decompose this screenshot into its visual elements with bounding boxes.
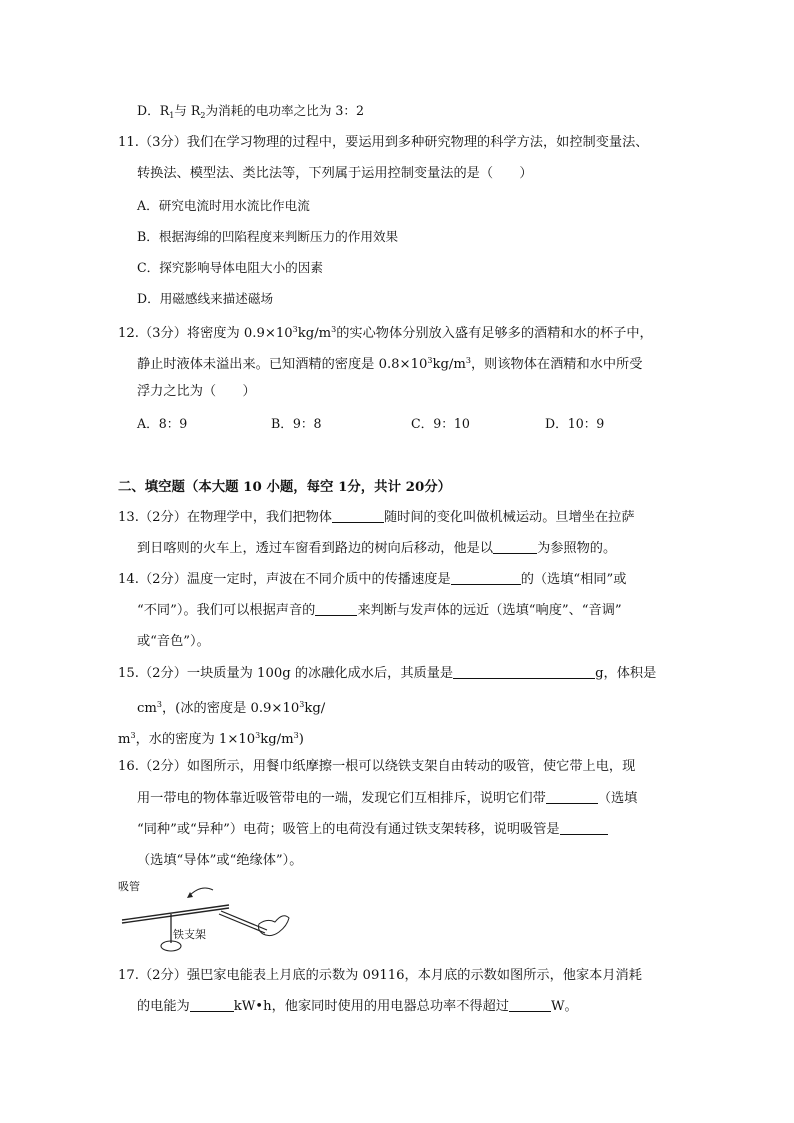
q16-stem-line1: 16.（2分）如图所示，用餐巾纸摩擦一根可以绕铁支架自由转动的吸管，使它带上电，现 [118,759,636,774]
q14-stem-line3: 或“音色”）。 [137,634,210,649]
q14-stem-line2: “不同”）。我们可以根据声音的 来判断与发声体的远近（选填“响度”、“音调” [137,603,622,618]
q11-option-b: B．根据海绵的凹陷程度来判断压力的作用效果 [137,229,399,244]
q12-stem-line2: 静止时液体未溢出来。已知酒精的密度是 $0.8\times 10^3kg/m^3$，则该物体在酒精和水中所受 [137,356,643,372]
q17-blank-1[interactable] [190,997,234,1012]
q14-stem-line1: 14.（2分）温度一定时，声波在不同介质中的传播速度是 的（选填“相同”或 [118,572,627,587]
rod-line [221,911,267,930]
q12-stem-line1: 12.（3分）将密度为 $0.9\times 10^3kg/m^3$的实心物体分别放入盛有足够多的酒精和水的杯子中， [118,325,653,341]
q15-stem-line2: $cm^3$，(冰的密度是 $0.9\times 10^3kg/$ [137,700,326,716]
q11-stem-line1: 11.（3分）我们在学习物理的过程中，要运用到多种研究物理的科学方法，如控制变量法、 [118,135,649,150]
q10-option-d: D．$R_1$与 $R_2$为消耗的电功率之比为 3：2 [137,103,365,120]
q13-blank-1[interactable] [332,508,384,523]
q15-stem-line3: $m^3$，水的密度为 $1\times 10^3kg/m^3$) [118,731,304,747]
figure-label-stand: 铁支架 [173,928,206,941]
q12-option-c: C．9：10 [411,416,470,431]
q11-option-d: D．用磁感线来描述磁场 [137,291,274,306]
rod-line [219,914,265,933]
q14-blank-2[interactable] [315,601,357,616]
q11-option-c: C．探究影响导体电阻大小的因素 [137,260,323,275]
q13-stem-line1: 13.（2分）在物理学中，我们把物体 随时间的变化叫做机械运动。旦增坐在拉萨 [118,510,635,525]
straw-line [122,908,229,923]
q12-option-b: B．9：8 [271,416,322,431]
figure-label-straw: 吸管 [118,880,140,893]
q13-stem-line2: 到日喀则的火车上，透过车窗看到路边的树向后移动，他是以 为参照物的。 [137,541,617,556]
straw-line [122,905,229,920]
q14-blank-1[interactable] [451,570,521,585]
q16-blank-2[interactable] [560,820,608,835]
q17-stem-line1: 17.（2分）强巴家电能表上月底的示数为 09116，本月底的示数如图所示，他家本月消耗 [118,968,642,983]
q12-stem-line3: 浮力之比为（ ） [137,384,256,399]
q11-option-a: A．研究电流时用水流比作电流 [137,198,310,213]
q16-stem-line3: “同种”或“异种”）电荷；吸管上的电荷没有通过铁支架转移，说明吸管是 [137,820,608,840]
section-heading-fill-in: 二、填空题（本大题 10 小题，每空 1分，共计 20分） [118,479,452,495]
q17-blank-2[interactable] [509,997,551,1012]
q13-blank-2[interactable] [493,539,537,554]
q16-stem-line2: 用一带电的物体靠近吸管带电的一端，发现它们互相排斥，说明它们带 （选填 [137,791,638,806]
q16-blank-1[interactable] [546,789,598,804]
q12-option-a: A．8：9 [137,416,188,431]
q15-stem-line1: 15.（2分）一块质量为 100g 的冰融化成水后，其质量是 g，体积是 [118,666,657,681]
q15-blank-1[interactable] [453,664,595,679]
rotation-arrow-icon [189,888,213,896]
q17-stem-line2: 的电能为 kW•h，他家同时使用的用电器总功率不得超过 W。 [137,999,578,1014]
q12-option-d: D．10：9 [545,416,605,431]
q16-stem-line4: （选填“导体”或“绝缘体”）。 [137,853,303,868]
straw-stand-figure [117,878,297,956]
q11-stem-line2: 转换法、模型法、类比法等，下列属于运用控制变量法的是（ ） [137,166,533,181]
